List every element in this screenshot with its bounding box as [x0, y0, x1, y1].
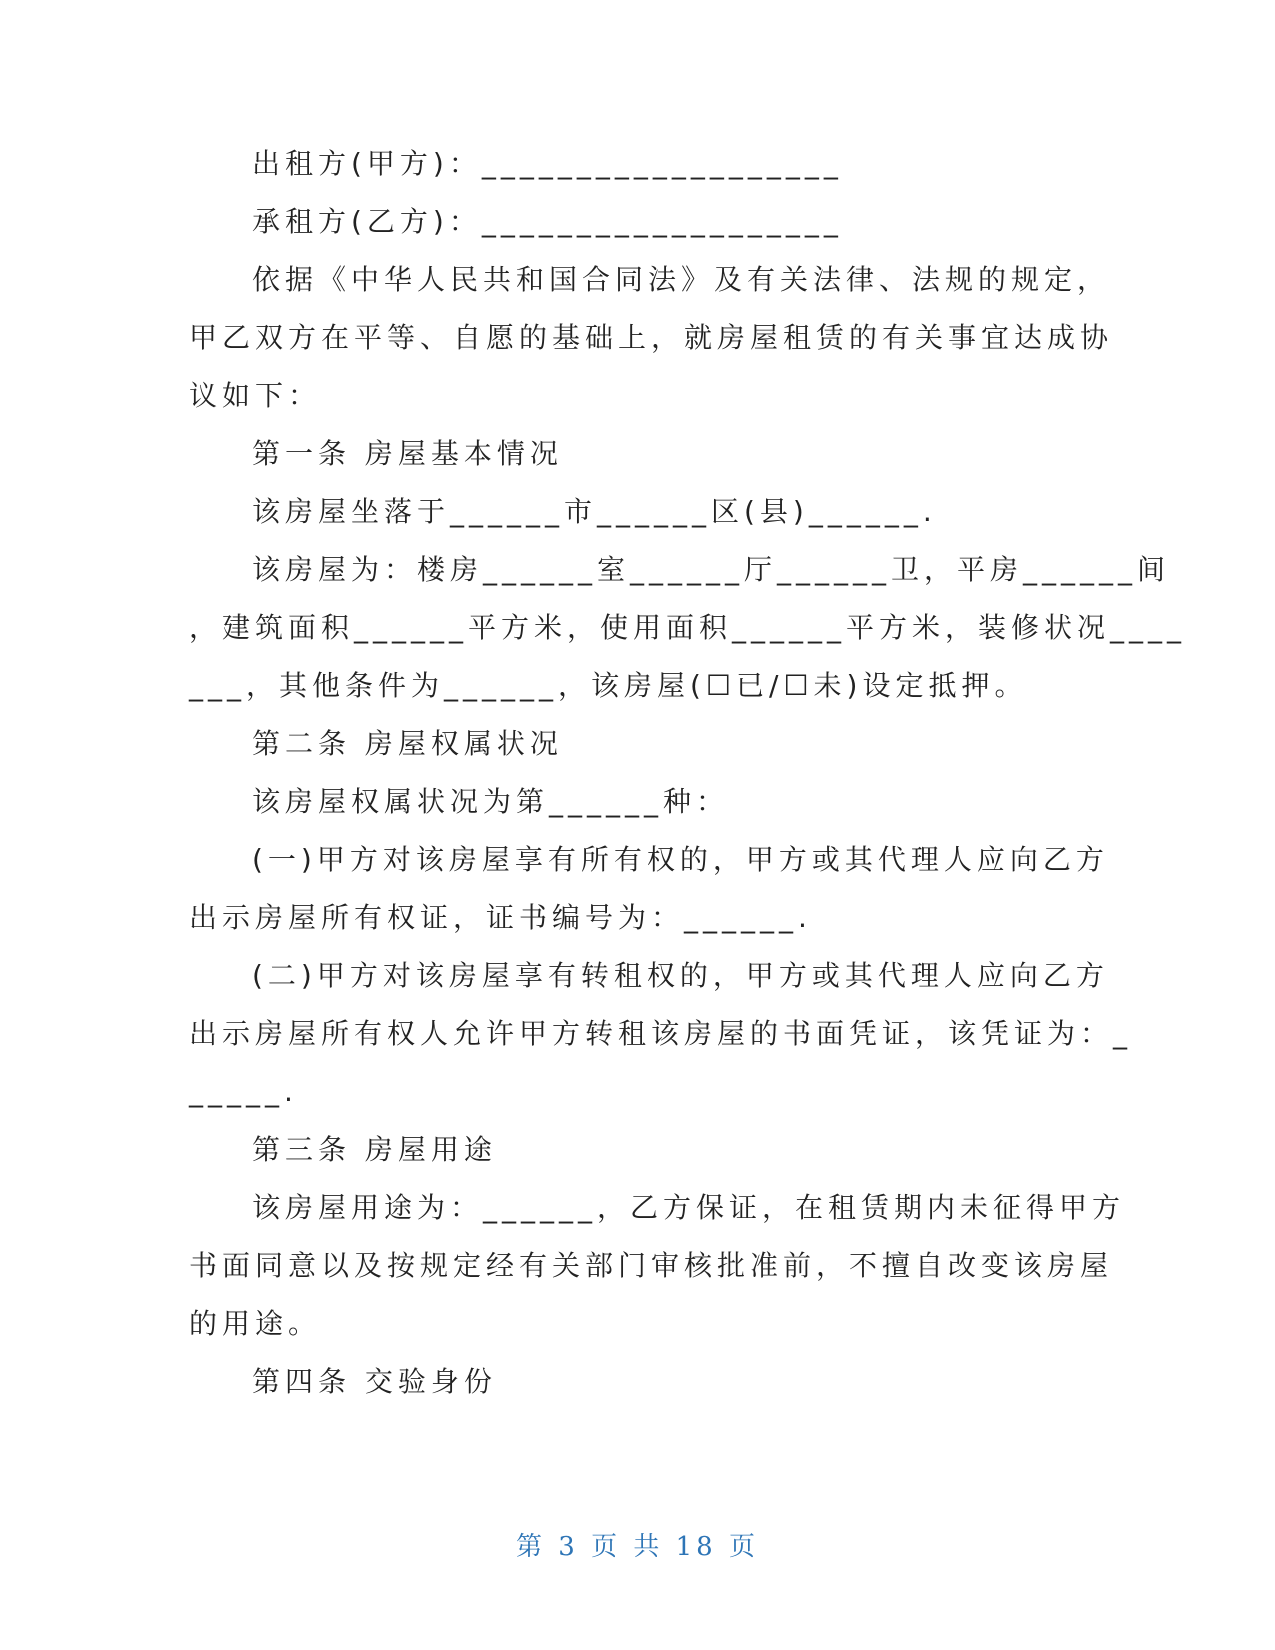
paragraph-line: 出示房屋所有权人允许甲方转租该房屋的书面凭证，该凭证为：_	[189, 1017, 1133, 1050]
paragraph-line: 该房屋坐落于______市______区(县)______.	[252, 495, 937, 528]
paragraph-line: ___，其他条件为______，该房屋(☐已/☐未)设定抵押。	[189, 669, 1028, 702]
article-heading: 第一条 房屋基本情况	[252, 437, 563, 470]
paragraph-line: 书面同意以及按规定经有关部门审核批准前，不擅自改变该房屋	[189, 1249, 1114, 1282]
paragraph-line: 该房屋权属状况为第______种：	[252, 785, 730, 818]
paragraph-line: 该房屋用途为：______，乙方保证，在租赁期内未征得甲方	[252, 1191, 1126, 1224]
paragraph-line: _____.	[189, 1075, 298, 1108]
paragraph-line: 该房屋为：楼房______室______厅______卫，平房______间	[252, 553, 1171, 586]
paragraph-line: ，建筑面积______平方米，使用面积______平方米，装修状况____	[189, 611, 1187, 644]
article-heading: 第四条 交验身份	[252, 1365, 497, 1398]
page-number-footer: 第 3 页 共 18 页	[516, 1532, 759, 1562]
paragraph-line: 出示房屋所有权证，证书编号为：______.	[189, 901, 812, 934]
lessor-line: 出租方(甲方)：___________________	[252, 147, 843, 180]
preamble-line: 甲乙双方在平等、自愿的基础上，就房屋租赁的有关事宜达成协	[189, 321, 1114, 354]
article-heading: 第二条 房屋权属状况	[252, 727, 563, 760]
article-heading: 第三条 房屋用途	[252, 1133, 497, 1166]
paragraph-line: (一)甲方对该房屋享有所有权的，甲方或其代理人应向乙方	[252, 843, 1109, 876]
paragraph-line: 的用途。	[189, 1307, 322, 1340]
preamble-line: 议如下：	[189, 379, 322, 412]
lessee-line: 承租方(乙方)：___________________	[252, 205, 843, 238]
preamble-line: 依据《中华人民共和国合同法》及有关法律、法规的规定，	[252, 263, 1111, 296]
paragraph-line: (二)甲方对该房屋享有转租权的，甲方或其代理人应向乙方	[252, 959, 1109, 992]
